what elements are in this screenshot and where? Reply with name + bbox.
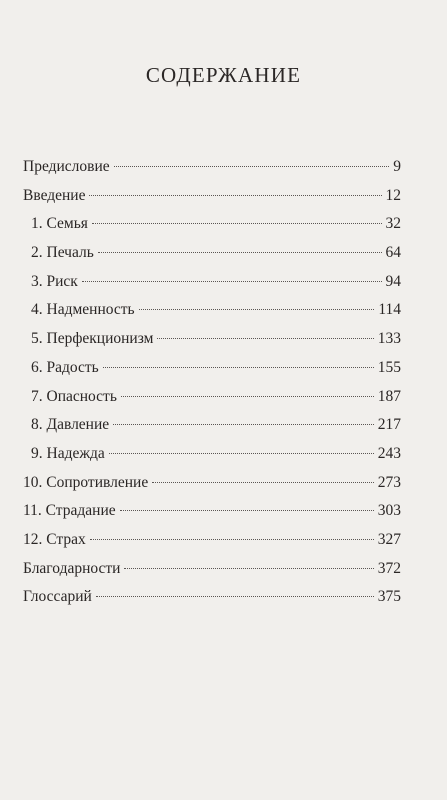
toc-entry (23, 157, 401, 186)
toc-entry-page-number: 32 (385, 215, 401, 233)
toc-entry (23, 300, 401, 329)
toc-entry-title: 4. Надменность (31, 301, 135, 319)
toc-entry-page-number: 243 (377, 444, 401, 462)
toc-entry-page-number: 64 (385, 244, 401, 262)
toc-entry-page-number: 155 (377, 358, 401, 376)
toc-entry-page-number: 12 (385, 186, 401, 204)
dot-leader (121, 396, 374, 397)
toc-entry-page-number: 133 (377, 330, 401, 348)
toc-entry-page-number: 327 (377, 530, 401, 548)
toc-entry-page-number: 187 (377, 387, 401, 405)
toc-entry (23, 387, 401, 416)
dot-leader (120, 510, 374, 511)
toc-entry (23, 329, 401, 358)
table-of-contents (23, 157, 401, 616)
dot-leader (92, 223, 382, 224)
toc-entry (23, 186, 401, 215)
dot-leader (89, 195, 381, 196)
dot-leader (82, 281, 382, 282)
toc-entry-title: Предисловие (23, 158, 110, 175)
page-title: СОДЕРЖАНИЕ (145, 63, 302, 87)
toc-entry-title: Благодарности (23, 559, 121, 577)
dot-leader (114, 166, 390, 167)
dot-leader (103, 367, 374, 368)
toc-entry-title: 7. Опасность (31, 387, 117, 405)
toc-entry (23, 243, 401, 272)
toc-entry (23, 559, 401, 588)
toc-entry-page-number: 94 (385, 272, 401, 290)
toc-entry-title: 6. Радость (31, 358, 99, 376)
toc-entry-title: 3. Риск (31, 272, 78, 290)
toc-entry (23, 473, 401, 502)
toc-entry-page-number: 375 (377, 588, 401, 606)
dot-leader (124, 568, 373, 569)
toc-entry (23, 415, 401, 444)
toc-entry-page-number: 9 (393, 158, 401, 175)
dot-leader (90, 539, 374, 540)
toc-entry-title: 10. Сопротивление (23, 473, 149, 491)
dot-leader (98, 252, 382, 253)
toc-entry-title: 8. Давление (31, 416, 110, 434)
toc-entry (23, 530, 401, 559)
toc-entry-title: 9. Надежда (31, 444, 105, 462)
dot-leader (109, 453, 374, 454)
dot-leader (113, 424, 374, 425)
toc-entry-title: 11. Страдание (23, 502, 116, 520)
toc-entry (23, 358, 401, 387)
toc-entry (23, 272, 401, 301)
toc-entry-title: Глоссарий (23, 588, 92, 606)
toc-entry-title: 2. Печаль (31, 244, 94, 262)
toc-entry-page-number: 114 (378, 301, 401, 319)
toc-entry (23, 501, 401, 530)
toc-entry-page-number: 372 (377, 559, 401, 577)
toc-entry-title: 12. Страх (23, 530, 86, 548)
toc-entry (23, 214, 401, 243)
toc-entry (23, 587, 401, 616)
dot-leader (152, 482, 374, 483)
dot-leader (139, 309, 375, 310)
dot-leader (96, 596, 374, 597)
toc-entry-title: Введение (23, 186, 86, 204)
toc-entry-title: 1. Семья (31, 215, 88, 233)
dot-leader (157, 338, 373, 339)
toc-entry (23, 444, 401, 473)
toc-entry-title: 5. Перфекционизм (31, 330, 154, 348)
toc-entry-page-number: 217 (377, 416, 401, 434)
toc-entry-page-number: 273 (377, 473, 401, 491)
toc-entry-page-number: 303 (377, 502, 401, 520)
